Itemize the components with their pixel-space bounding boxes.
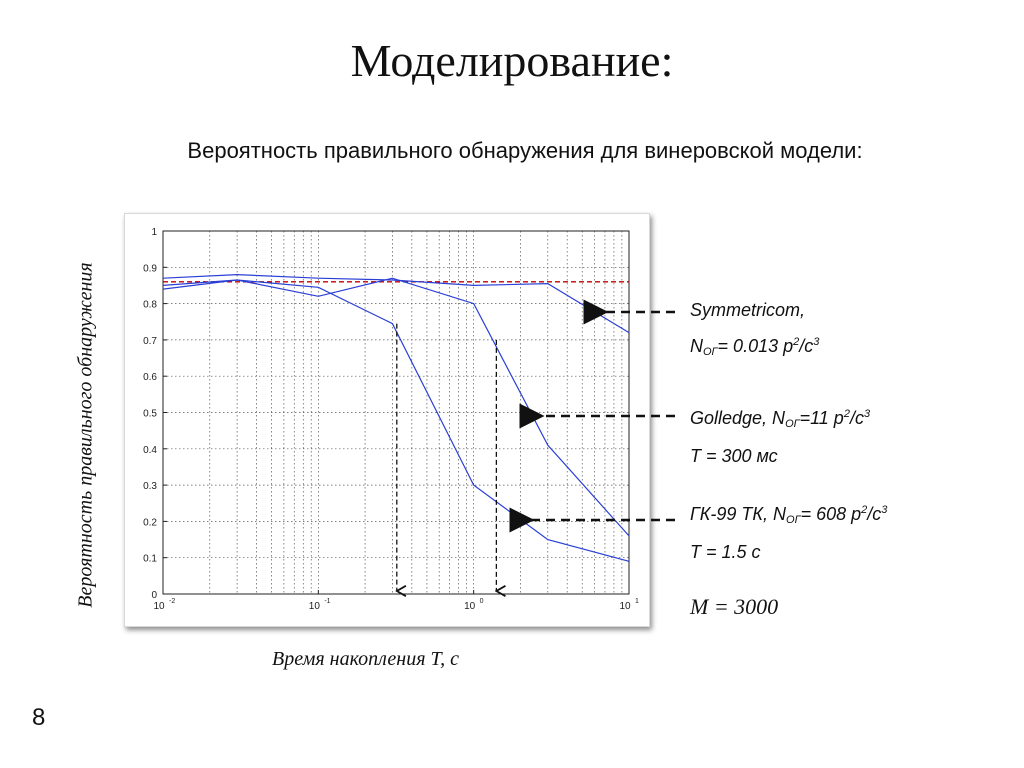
annotation-symmetricom-sup2: 3 [813, 336, 820, 348]
y-tick-label: 0.8 [143, 299, 157, 311]
annotation-symmetricom-sup1: 2 [793, 336, 800, 348]
annotation-gk99 [690, 494, 887, 568]
annotation-symmetricom-n: N [690, 336, 703, 356]
x-tick-exponent: -1 [324, 598, 331, 605]
y-tick-label: 0.6 [143, 372, 157, 384]
y-tick-label: 0 [151, 590, 157, 601]
x-axis-label: Время накопления T, c [272, 648, 460, 670]
iterations-label: M = 3000 [690, 594, 779, 619]
x-tick-label: 10 [153, 601, 165, 612]
x-tick-label: 10 [464, 601, 476, 612]
y-tick-label: 0.7 [143, 335, 157, 347]
annotation-symmetricom-name: Symmetricom, [690, 300, 806, 320]
x-tick-exponent: -2 [169, 598, 176, 605]
x-tick-label: 10 [619, 601, 631, 612]
slide-subtitle: Вероятность правильного обнаружения для винеровской модели: [187, 138, 863, 163]
y-tick-label: 0.9 [143, 263, 157, 275]
annotation-gk99-sup2: 3 [881, 504, 888, 516]
annotation-symmetricom-sub: ОГ [703, 346, 718, 358]
y-tick-label: 0.2 [143, 517, 157, 529]
annotation-golledge [690, 398, 870, 472]
annotation-gk99-slash: /c [867, 504, 882, 524]
annotation-gk99-sup1: 2 [861, 504, 868, 516]
annotation-golledge-slash: /c [849, 408, 864, 428]
y-tick-label: 0.4 [143, 444, 157, 456]
annotation-gk99-sub: ОГ [786, 514, 801, 526]
annotation-symmetricom-value: = 0.013 p [717, 336, 794, 356]
annotation-golledge-time: T = 300 мс [690, 446, 778, 466]
y-tick-label: 0.1 [143, 553, 157, 565]
annotation-golledge-value: =11 p [799, 408, 844, 428]
annotation-symmetricom [690, 294, 819, 368]
y-tick-label: 1 [151, 227, 157, 238]
annotation-gk99-time: T = 1.5 c [690, 542, 761, 562]
annotation-gk99-value: = 608 p [800, 504, 862, 524]
chart-frame [124, 213, 650, 627]
x-tick-label: 10 [308, 601, 320, 612]
probability-chart [125, 214, 649, 626]
page-number: 8 [32, 704, 46, 731]
x-tick-exponent: 1 [635, 598, 639, 605]
slide-title: Моделирование: [350, 35, 674, 86]
annotation-golledge-sup2: 3 [863, 408, 871, 420]
x-tick-exponent: 0 [479, 598, 484, 605]
y-axis-label: Вероятность правильного обнаружения [74, 262, 97, 608]
annotation-golledge-sup1: 2 [843, 408, 850, 420]
annotation-golledge-sub: ОГ [785, 418, 800, 430]
y-tick-label: 0.3 [143, 481, 157, 493]
annotation-gk99-name: ГК-99 ТК, N [690, 504, 787, 524]
annotation-golledge-name: Golledge, N [690, 408, 786, 428]
y-tick-label: 0.5 [143, 408, 157, 420]
annotation-symmetricom-slash: /c [799, 336, 814, 356]
